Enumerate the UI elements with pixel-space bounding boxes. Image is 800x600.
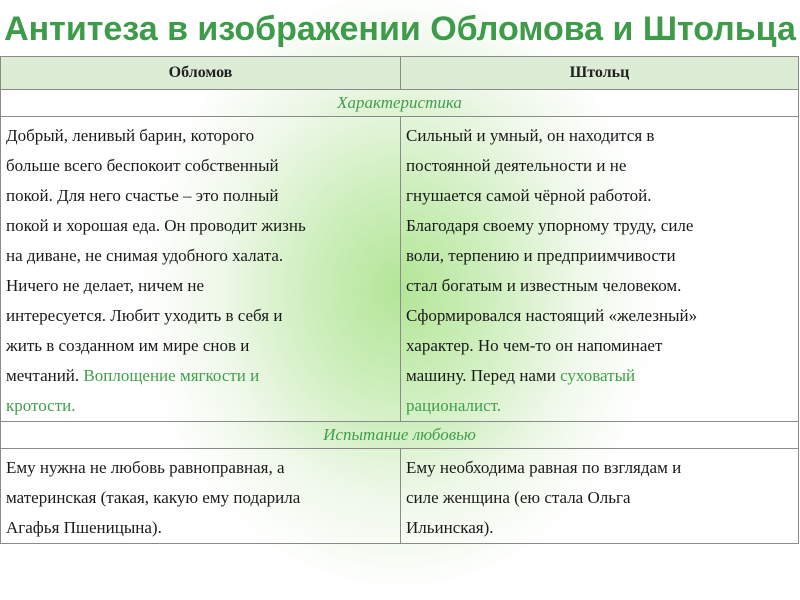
highlighted-text: рационалист. — [406, 396, 502, 415]
text-line: Ничего не делает, ничем не — [6, 276, 205, 295]
text-line: воли, терпению и предприимчивости — [406, 246, 676, 265]
text-line: Сформировался настоящий «железный» — [406, 306, 698, 325]
text-line: Благодаря своему упорному труду, силе — [406, 216, 694, 235]
text-line: материнская (такая, какую ему подарила — [6, 488, 301, 507]
highlighted-text: кротости. — [6, 396, 76, 415]
text-line: характер. Но чем-то он напоминает — [406, 336, 663, 355]
text-line: жить в созданном им мире снов и — [6, 336, 250, 355]
text-line: Ему нужна не любовь равноправная, а — [6, 458, 285, 477]
column-header-oblomov: Обломов — [1, 57, 401, 90]
highlighted-text: суховатый — [560, 366, 636, 385]
text-line: Ильинская). — [406, 518, 494, 537]
text-line: интересуется. Любит уходить в себя и — [6, 306, 283, 325]
oblomov-love-cell — [1, 449, 401, 544]
comparison-table — [0, 56, 799, 544]
oblomov-characteristics-cell — [1, 117, 401, 422]
text-line: стал богатым и известным человеком. — [406, 276, 682, 295]
text-line: гнушается самой чёрной работой. — [406, 186, 652, 205]
text-line — [6, 361, 397, 391]
text-line: Сильный и умный, он находится в — [406, 126, 655, 145]
stolz-characteristics-cell — [401, 117, 799, 422]
section-label-characteristics: Характеристика — [1, 90, 799, 117]
text-line: постоянной деятельности и не — [406, 156, 627, 175]
highlighted-text: Воплощение мягкости и — [83, 366, 260, 385]
section-row — [1, 90, 799, 117]
header-row — [1, 57, 799, 90]
section-label-love-test: Испытание любовью — [1, 422, 799, 449]
text-line: покой. Для него счастье – это полный — [6, 186, 279, 205]
column-header-stolz: Штольц — [401, 57, 799, 90]
text-line: силе женщина (ею стала Ольга — [406, 488, 631, 507]
table-row — [1, 449, 799, 544]
text-line: Добрый, ленивый барин, которого — [6, 126, 255, 145]
text-plain: машину. Перед нами — [406, 366, 561, 385]
slide-title: Антитеза в изображении Обломова и Штольца — [4, 10, 796, 48]
table-row — [1, 117, 799, 422]
text-plain: мечтаний. — [6, 366, 84, 385]
text-line: Агафья Пшеницына). — [6, 518, 162, 537]
text-line: Ему необходима равная по взглядам и — [406, 458, 682, 477]
text-line: покой и хорошая еда. Он проводит жизнь — [6, 216, 306, 235]
text-line — [406, 361, 795, 391]
stolz-love-cell — [401, 449, 799, 544]
section-row — [1, 422, 799, 449]
text-line: на диване, не снимая удобного халата. — [6, 246, 284, 265]
text-line: больше всего беспокоит собственный — [6, 156, 279, 175]
